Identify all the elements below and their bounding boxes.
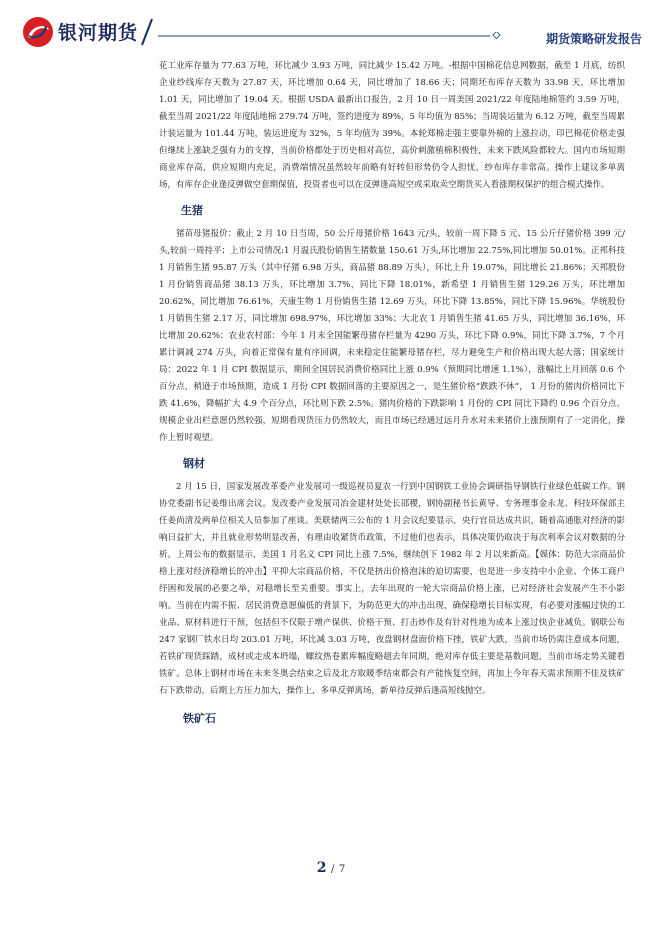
slash-decoration	[138, 16, 156, 48]
page-number	[0, 860, 662, 876]
brand-name: 银河期货	[58, 22, 139, 44]
report-title: 期货策略研发报告	[545, 32, 642, 46]
iron-ore-section-title: 铁矿石	[183, 712, 216, 725]
header-divider-line	[158, 32, 508, 40]
hog-section-title: 生猪	[181, 204, 203, 217]
galaxy-logo-icon	[22, 16, 54, 48]
cotton-paragraph: 花工业库存量为 77.63 万吨，环比减少 3.93 万吨，同比减少 15.42 万吨。-根据中国棉花信息网数据，截至 1 月底，纺织企业纱线库存天数为 27.87 天，环比增加 0.64 天，同比增加了 18.66 天；同期坯布库存天数为 33.98 天，环比增加 1.01 天，同比增加了 19.04 天。根据 USDA 最新出口报告，2 月 10 日一周美国 2021/22 年度陆地棉签约 3.59 万吨，截至当周 2021/22 年度陆地棉 279.74 万吨，签约进度为 89%，5 年均值为 85%；当周装运量为 6.12 万吨，截至当周累计装运量为 101.44 万吨，装运进度为 32%，5 年均值为 39%。本轮郑棉走强主要靠外棉的上涨拉动，印巴棉花价格走强但继续上涨缺乏强有力的支撑，当前价格都处于历史相对高位，高价刺激植棉积极性，未来下跌风险都较大。国内市场短期商业库存高，供应短期内充足，消费端情况虽然较年前略有好转但形势仍令人担忧，纱布库存非常高。操作上建议多单离场，有库存企业逢反弹做空套期保值，投资者也可以在反弹逢高短空或采取卖空期货买入看涨期权保护的组合模式操作。	[159, 61, 625, 190]
page-separator: /	[331, 864, 335, 875]
hog-paragraph: 猪苗母猪报价：截止 2 月 10 日当周，50 公斤母猪价格 1643 元/头，较前一周下降 5 元、15 公斤仔猪价格 399 元/头,较前一周持平；上市公司情况:1 月温氏股份销售生猪数量 150.61 万头,环比增加 22.75%,同比增加 50.01%。正邦科技 1 月销售生猪 95.87 万头（其中仔猪 6.98 万头，商品猪 88.89 万头），环比上升 19.07%，同比增长 21.86%；天邦股份 1 月份销售商品猪 38.13 万头，环比增加 3.7%，同比下降 18.01%，新希望 1 月销售生猪 129.26 万头，环比增加 20.62%，同比增加 76.61%，天康生物 1 月份销售生猪 12.69 万头，环比下降 13.85%，同比下降 15.96%。华统股份 1 月销售生猪 2.17 万，同比增加 698.97%，环比增加 33%；大北农 1 月销售生猪 41.65 万头，同比增加 36.16%，环比增加 20.62%；农业农村部：今年 1 月末全国能繁母猪存栏量为 4290 万头，环比下降 0.9%，同比下降 3.7%，7 个月累计调减 274 万头，向着正常保有量有序回调，未来稳定住能繁母猪存栏，尽力避免生产和价格出现大起大落；国家统计局：2022 年 1 月 CPI 数据显示，期间全国居民消费价格同比上涨 0.9%（预期同比增速 1.1%），涨幅比上月回落 0.6 个百分点，稍逊于市场预期，造成 1 月份 CPI 数据回落的主要原因之一，是生猪价格“跌跌不休”， 1 月份的猪肉价格同比下跌 41.6%，降幅扩大 4.9 个百分点，环比则下跌 2.5%。猪肉价格的下跌影响 1 月份的 CPI 同比下降约 0.96 个百分点。规模企业出栏意愿仍然较强，短期看现货压力仍然较大，而且市场已经通过远月升水对未来猪价上涨预期有了一定消化，操作上暂时观望。	[159, 229, 625, 443]
steel-paragraph: 2 月 15 日，国家发展改革委产业发展司一级巡视员夏农一行到中国钢铁工业协会调研指导钢铁行业绿色低碳工作。钢协党委副书记姜维出席会议。发改委产业发展司冶金建材处处长邵稷，钢协副秘书长黄导、专务理事金永龙、科技环保部主任姜尚清及两单位相关人员参加了座谈。美联储两三公布的 1 月会议纪要显示，央行官员达成共识，随着高通胀对经济的影响日益扩大，并且就业形势明显改善，有理由收紧货币政策，不过他们也表示，具体决策仍取决于每次利率会议对数据的分析。上周公布的数据显示，美国 1 月名义 CPI 同比上涨 7.5%，继续创下 1982 年 2 月以来新高。【媒体：防范大宗商品价格上涨对经济稳增长的冲击】平抑大宗商品价格，不仅是挤出价格泡沫的迫切需要，也是进一步支持中小企业、个体工商户纾困和发展的必要之举，对稳增长至关重要。事实上，去年出现的一轮大宗商品价格上涨，已对经济社会发展产生不小影响。当前在内需不振、居民消费意愿偏低的背景下，为防范更大的冲击出现，确保稳增长目标实现，有必要对涨幅过快的工业品、原材料进行干预，包括但不仅限于增产保供、价格干预、打击炒作及有针对性地为成本上涨过快企业减负。钢联公布 247 家钢厂铁水日均 203.01 万吨，环比减 3.03 万吨，夜盘钢材盘面价格下挫，铁矿大跌，当前市场仍需注意成本问题，若铁矿现货踩踏，成材或走成本坍塌，螺纹热卷累库幅度略超去年同期，绝对库存低主要是基数问题，当前市场走势关键看铁矿。总体上钢材市场在未来冬奥会结束之后及北方取暖季结束都会有产能恢复空间，再加上今年春天需求预期不佳及铁矿石下跌带动，后期上方压力加大，操作上，多单反弹离场，新单待反弹后逢高短线抛空。	[159, 482, 625, 696]
steel-section-title: 钢材	[183, 457, 205, 470]
page-current: 2	[316, 860, 327, 876]
report-header	[0, 0, 662, 62]
page-total: 7	[338, 864, 346, 875]
main-content	[159, 58, 625, 734]
